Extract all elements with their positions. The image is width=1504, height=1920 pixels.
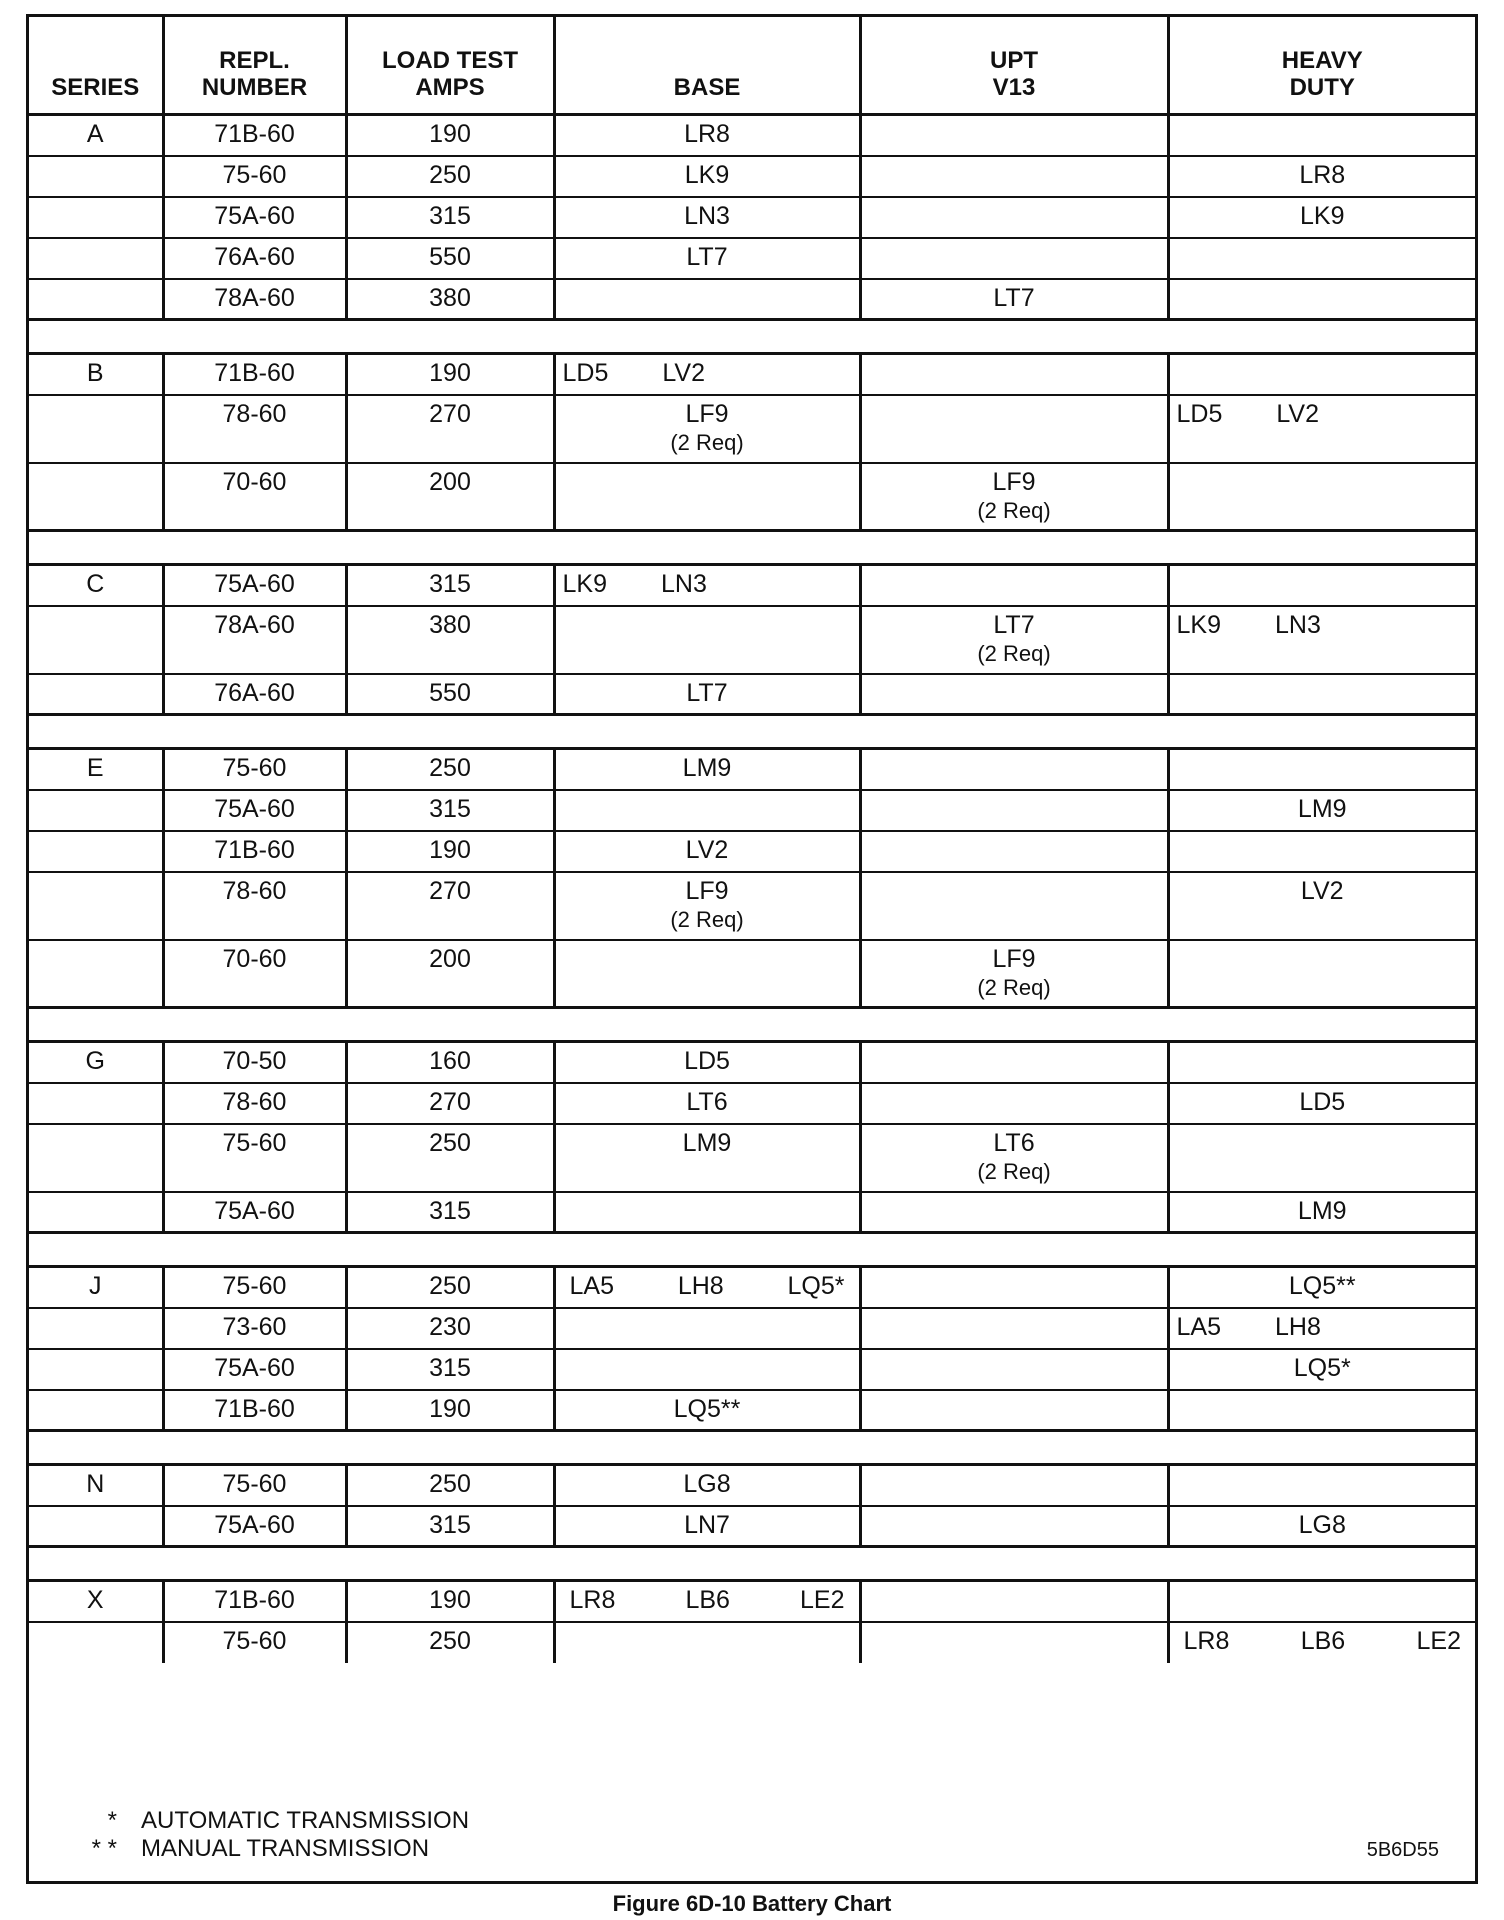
hd-code: LV2 [1300,876,1344,905]
series-cell [29,1390,163,1431]
series-cell [29,674,163,715]
load-test-amps-cell: 190 [346,115,554,156]
load-test-amps-cell: 315 [346,565,554,606]
hd-cell [1168,872,1475,940]
chart-body [29,115,1475,1663]
upt-code: LT7 [993,283,1035,312]
series-cell [29,940,163,1008]
upt-cell [860,395,1168,463]
base-code: LN3 [660,570,707,598]
figure-caption: Figure 6D-10 Battery Chart [612,1891,892,1916]
footnote-text: AUTOMATIC TRANSMISSION [141,1807,470,1834]
base-code: LM9 [682,754,732,782]
battery-chart-frame [26,14,1478,1884]
base-code: LK9 [562,570,607,598]
header-heavy-duty: HEAVY DUTY [1168,17,1475,115]
upt-code: LT7 [993,610,1035,639]
hd-code: LK9 [1176,610,1221,639]
hd-cell [1168,197,1475,238]
hd-code: LE2 [1416,1626,1461,1655]
repl-number-cell: 78-60 [163,1083,346,1124]
base-cell [554,749,860,790]
battery-chart-table [29,17,1475,1663]
repl-number-cell: 71B-60 [163,831,346,872]
upt-cell [860,749,1168,790]
hd-code: LM9 [1297,794,1347,823]
base-cell [554,395,860,463]
footnote-manual [81,1835,469,1863]
footnotes [81,1807,469,1863]
base-cell [554,1622,860,1663]
repl-number-cell: 73-60 [163,1308,346,1349]
base-code: LD5 [562,359,609,387]
base-code: LT6 [686,1087,728,1116]
group-separator [29,715,1475,749]
header-series: SERIES [51,74,140,101]
table-row [29,1083,1475,1124]
upt-cell [860,1308,1168,1349]
hd-code: LQ5* [1293,1353,1351,1382]
upt-cell [860,872,1168,940]
base-cell [554,1267,860,1308]
table-row [29,1465,1475,1506]
base-code: LD5 [684,1047,730,1075]
base-cell [554,1192,860,1233]
series-cell [29,606,163,674]
table-row [29,1581,1475,1622]
base-cell [554,1390,860,1431]
upt-cell [860,1506,1168,1547]
base-code: LR8 [569,1586,616,1614]
base-code: LF9 [685,876,729,905]
base-req-note: (2 Req) [670,906,744,932]
table-row [29,749,1475,790]
load-test-amps-cell: 380 [346,279,554,320]
upt-cell [860,1042,1168,1083]
upt-req-note: (2 Req) [977,974,1051,1000]
table-row [29,238,1475,279]
hd-cell [1168,238,1475,279]
repl-number-cell: 78-60 [163,395,346,463]
upt-code: LT6 [993,1128,1035,1157]
upt-cell [860,238,1168,279]
base-cell [554,463,860,531]
series-cell: J [29,1267,163,1308]
base-code: LM9 [682,1128,732,1157]
hd-cell [1168,115,1475,156]
series-cell [29,1308,163,1349]
load-test-amps-cell: 250 [346,1465,554,1506]
table-row [29,790,1475,831]
hd-cell [1168,1465,1475,1506]
repl-number-cell: 76A-60 [163,674,346,715]
hd-cell [1168,565,1475,606]
table-row [29,1042,1475,1083]
table-row [29,156,1475,197]
load-test-amps-cell: 315 [346,790,554,831]
table-row [29,831,1475,872]
figure-code: 5B6D55 [1366,1839,1439,1861]
table-row [29,1308,1475,1349]
hd-cell [1168,606,1475,674]
upt-req-note: (2 Req) [977,640,1051,666]
header-repl-number: REPL. NUMBER [163,17,346,115]
repl-number-cell: 75A-60 [163,197,346,238]
series-cell: X [29,1581,163,1622]
hd-cell [1168,1192,1475,1233]
hd-code: LN3 [1274,610,1321,639]
repl-number-cell: 71B-60 [163,1581,346,1622]
base-code: LG8 [683,1470,731,1498]
upt-cell [860,156,1168,197]
load-test-amps-cell: 270 [346,395,554,463]
load-test-amps-cell: 550 [346,238,554,279]
base-cell [554,565,860,606]
table-row [29,1622,1475,1663]
upt-cell [860,1192,1168,1233]
hd-cell [1168,1622,1475,1663]
hd-cell [1168,831,1475,872]
base-cell [554,606,860,674]
load-test-amps-cell: 270 [346,872,554,940]
repl-number-cell: 75A-60 [163,1192,346,1233]
hd-cell [1168,1083,1475,1124]
hd-code: LG8 [1298,1510,1346,1539]
load-test-amps-cell: 190 [346,831,554,872]
series-cell [29,1083,163,1124]
footnote-mark: * * [91,1835,117,1862]
load-test-amps-cell: 250 [346,1124,554,1192]
upt-code: LF9 [992,467,1036,496]
load-test-amps-cell: 200 [346,463,554,531]
upt-cell [860,1465,1168,1506]
series-cell: G [29,1042,163,1083]
upt-req-note: (2 Req) [977,1158,1051,1184]
base-cell [554,1349,860,1390]
upt-req-note: (2 Req) [977,497,1051,523]
load-test-amps-cell: 230 [346,1308,554,1349]
repl-number-cell: 78-60 [163,872,346,940]
upt-cell [860,354,1168,395]
group-separator [29,1233,1475,1267]
base-req-note: (2 Req) [670,429,744,455]
hd-code: LV2 [1276,399,1320,428]
footnote-automatic [81,1807,469,1835]
table-row [29,940,1475,1008]
header-upt-v13: UPT V13 [860,17,1168,115]
hd-code: LR8 [1183,1626,1230,1655]
upt-cell [860,1267,1168,1308]
hd-cell [1168,1581,1475,1622]
series-cell: A [29,115,163,156]
series-cell [29,238,163,279]
upt-cell [860,1581,1168,1622]
table-row [29,279,1475,320]
base-cell [554,1083,860,1124]
base-cell [554,1581,860,1622]
upt-cell [860,831,1168,872]
repl-number-cell: 70-60 [163,940,346,1008]
load-test-amps-cell: 315 [346,1349,554,1390]
series-cell [29,1124,163,1192]
table-row [29,1124,1475,1192]
table-row [29,1349,1475,1390]
base-code: LQ5** [673,1394,741,1423]
base-cell [554,831,860,872]
table-row [29,354,1475,395]
upt-cell [860,1124,1168,1192]
series-cell: E [29,749,163,790]
base-cell [554,238,860,279]
base-code: LQ5* [787,1272,845,1300]
hd-cell [1168,1390,1475,1431]
table-row [29,606,1475,674]
table-row [29,395,1475,463]
load-test-amps-cell: 550 [346,674,554,715]
hd-cell [1168,1506,1475,1547]
hd-code: LD5 [1299,1087,1346,1116]
load-test-amps-cell: 160 [346,1042,554,1083]
series-cell [29,463,163,531]
repl-number-cell: 75A-60 [163,790,346,831]
upt-cell [860,790,1168,831]
upt-cell [860,1622,1168,1663]
upt-cell [860,197,1168,238]
base-code: LK9 [684,160,730,189]
load-test-amps-cell: 200 [346,940,554,1008]
base-code: LN7 [684,1510,730,1539]
table-row [29,1390,1475,1431]
hd-cell [1168,1267,1475,1308]
table-row [29,115,1475,156]
load-test-amps-cell: 270 [346,1083,554,1124]
table-row [29,1267,1475,1308]
series-cell: C [29,565,163,606]
load-test-amps-cell: 250 [346,1622,554,1663]
footnote-text: MANUAL TRANSMISSION [141,1835,430,1862]
upt-cell [860,565,1168,606]
hd-cell [1168,354,1475,395]
table-row [29,565,1475,606]
base-cell [554,1042,860,1083]
hd-cell [1168,1124,1475,1192]
repl-number-cell: 75A-60 [163,1349,346,1390]
load-test-amps-cell: 190 [346,1581,554,1622]
load-test-amps-cell: 380 [346,606,554,674]
base-code: LF9 [685,399,729,428]
repl-number-cell: 75-60 [163,156,346,197]
base-cell [554,279,860,320]
hd-cell [1168,279,1475,320]
hd-code: LH8 [1274,1312,1321,1341]
series-cell: N [29,1465,163,1506]
base-code: LV2 [662,359,706,387]
base-code: LB6 [685,1586,730,1614]
repl-number-cell: 78A-60 [163,279,346,320]
load-test-amps-cell: 190 [346,1390,554,1431]
hd-cell [1168,940,1475,1008]
upt-cell [860,279,1168,320]
repl-number-cell: 71B-60 [163,115,346,156]
base-cell [554,1124,860,1192]
base-cell [554,1506,860,1547]
base-cell [554,1308,860,1349]
series-cell [29,1192,163,1233]
repl-number-cell: 70-50 [163,1042,346,1083]
base-code: LA5 [569,1272,614,1300]
header-base: BASE [554,17,860,115]
repl-number-cell: 76A-60 [163,238,346,279]
base-code: LT7 [686,678,728,707]
load-test-amps-cell: 250 [346,1267,554,1308]
hd-cell [1168,463,1475,531]
base-code: LR8 [684,120,730,148]
repl-number-cell: 70-60 [163,463,346,531]
repl-number-cell: 78A-60 [163,606,346,674]
table-row [29,674,1475,715]
hd-cell [1168,1349,1475,1390]
hd-code: LR8 [1299,160,1346,189]
base-cell [554,197,860,238]
footnote-mark: * [107,1807,117,1834]
base-code: LN3 [684,201,730,230]
hd-code: LK9 [1300,201,1345,230]
hd-code: LD5 [1176,399,1223,428]
repl-number-cell: 75-60 [163,1465,346,1506]
table-row [29,1506,1475,1547]
base-cell [554,115,860,156]
base-cell [554,354,860,395]
upt-cell [860,463,1168,531]
load-test-amps-cell: 190 [346,354,554,395]
repl-number-cell: 71B-60 [163,354,346,395]
hd-cell [1168,674,1475,715]
repl-number-cell: 71B-60 [163,1390,346,1431]
upt-cell [860,674,1168,715]
repl-number-cell: 75-60 [163,1622,346,1663]
upt-cell [860,1349,1168,1390]
repl-number-cell: 75-60 [163,749,346,790]
group-separator [29,531,1475,565]
base-cell [554,872,860,940]
base-cell [554,156,860,197]
series-cell [29,1622,163,1663]
header-row [29,17,1475,115]
hd-cell [1168,790,1475,831]
upt-code: LF9 [992,944,1036,973]
hd-code: LM9 [1297,1196,1347,1225]
hd-cell [1168,749,1475,790]
table-row [29,872,1475,940]
hd-code: LA5 [1176,1312,1221,1341]
series-cell [29,831,163,872]
load-test-amps-cell: 315 [346,1506,554,1547]
series-cell [29,156,163,197]
base-cell [554,940,860,1008]
series-cell [29,395,163,463]
repl-number-cell: 75A-60 [163,565,346,606]
series-cell [29,790,163,831]
repl-number-cell: 75-60 [163,1267,346,1308]
hd-cell [1168,1308,1475,1349]
load-test-amps-cell: 315 [346,1192,554,1233]
base-code: LH8 [677,1272,724,1300]
base-code: LE2 [800,1586,845,1614]
hd-code: LB6 [1300,1626,1346,1655]
hd-cell [1168,1042,1475,1083]
series-cell [29,197,163,238]
repl-number-cell: 75-60 [163,1124,346,1192]
group-separator [29,1547,1475,1581]
base-cell [554,790,860,831]
repl-number-cell: 75A-60 [163,1506,346,1547]
group-separator [29,320,1475,354]
header-load-test-amps: LOAD TEST AMPS [346,17,554,115]
table-row [29,197,1475,238]
upt-cell [860,115,1168,156]
load-test-amps-cell: 250 [346,156,554,197]
upt-cell [860,1390,1168,1431]
base-cell [554,1465,860,1506]
hd-cell [1168,156,1475,197]
hd-code: LQ5** [1288,1272,1356,1300]
hd-cell [1168,395,1475,463]
upt-cell [860,940,1168,1008]
series-cell: B [29,354,163,395]
upt-cell [860,1083,1168,1124]
load-test-amps-cell: 315 [346,197,554,238]
series-cell [29,1506,163,1547]
series-cell [29,872,163,940]
load-test-amps-cell: 250 [346,749,554,790]
table-row [29,463,1475,531]
upt-cell [860,606,1168,674]
series-cell [29,1349,163,1390]
group-separator [29,1431,1475,1465]
series-cell [29,279,163,320]
base-cell [554,674,860,715]
group-separator [29,1008,1475,1042]
base-code: LV2 [685,835,729,864]
base-code: LT7 [686,242,728,271]
table-row [29,1192,1475,1233]
